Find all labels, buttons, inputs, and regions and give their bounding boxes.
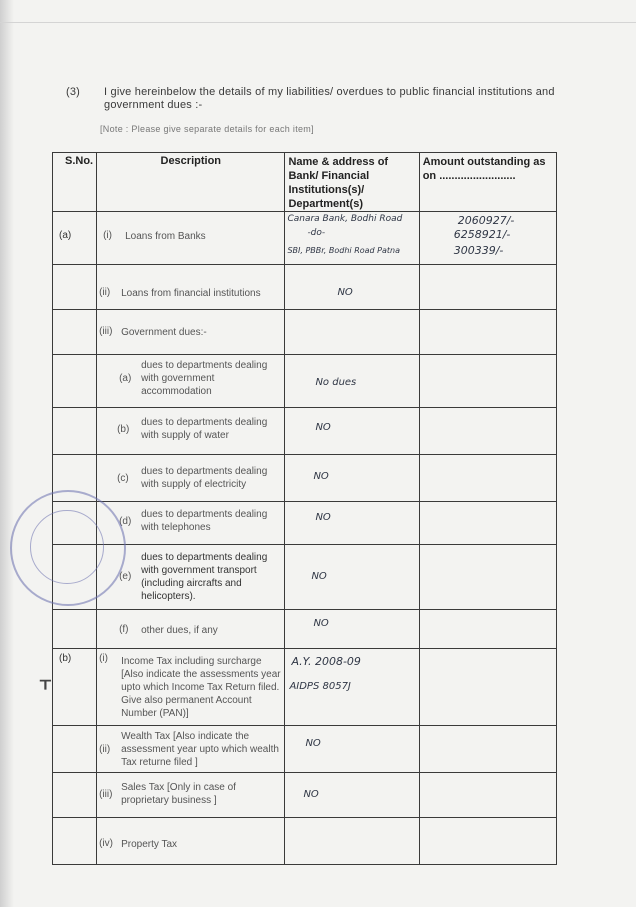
- row-desc: Government dues:-: [121, 327, 207, 338]
- table-row: [53, 610, 557, 649]
- table-row: [53, 545, 557, 610]
- row-desc: dues to departments dealing with government accommodation: [141, 360, 268, 397]
- hw-entry: NO: [315, 512, 331, 523]
- hw-entry: NO: [315, 422, 331, 433]
- table-row: [53, 212, 557, 265]
- intro-number: (3): [66, 86, 81, 98]
- signature-mark: ᚁ: [40, 668, 51, 693]
- hw-amount-2: 6258921/-: [453, 228, 511, 241]
- hw-entry: NO: [337, 287, 353, 298]
- row-desc: Property Tax: [121, 839, 178, 850]
- table-row: [53, 455, 557, 502]
- row-num: (d): [119, 516, 132, 527]
- row-num: (ii): [99, 744, 111, 755]
- header-amount: Amount outstanding as on .........................: [419, 153, 556, 212]
- row-num: (b): [117, 424, 130, 435]
- hw-amount-1: 2060927/-: [457, 214, 515, 227]
- liabilities-table: [52, 152, 557, 865]
- row-desc: dues to departments dealing with telephones: [141, 509, 268, 533]
- intro-note: [Note : Please give separate details for each item]: [100, 124, 314, 134]
- hw-entry: A.Y. 2008-09: [291, 655, 361, 668]
- hw-entry: NO: [313, 618, 329, 629]
- header-sno: S.No.: [53, 153, 97, 212]
- row-num: (iv): [99, 838, 113, 849]
- table-row: [53, 408, 557, 455]
- hw-amount-3: 300339/-: [453, 244, 504, 257]
- hw-bank-2: -do-: [307, 228, 326, 238]
- scan-edge-shadow: [0, 0, 14, 907]
- row-desc: Loans from financial institutions: [121, 288, 261, 299]
- table-header-row: [53, 153, 557, 212]
- row-num: (ii): [99, 287, 111, 298]
- hw-entry: No dues: [315, 377, 357, 388]
- row-num: (c): [117, 473, 129, 484]
- row-desc: Income Tax including surcharge [Also indicate the assessments year upto which Income Tax Return filed. Give also permanent Account Number (PAN)]: [121, 656, 281, 719]
- section-label-a: (a): [59, 230, 72, 241]
- row-desc: dues to departments dealing with supply of water: [141, 417, 268, 441]
- row-desc: dues to departments dealing with supply of electricity: [141, 466, 268, 490]
- row-num: (i): [99, 653, 108, 664]
- row-desc: dues to departments dealing with government transport (including aircrafts and helicopters).: [141, 552, 268, 602]
- header-name-address: Name & address of Bank/ Financial Institutions(s)/ Department(s): [285, 153, 419, 212]
- hw-entry: NO: [311, 571, 327, 582]
- row-desc: Loans from Banks: [125, 231, 206, 242]
- row-num: (e): [119, 571, 132, 582]
- section-label-b: (b): [59, 653, 72, 664]
- table-row: [53, 502, 557, 545]
- hw-entry: NO: [303, 789, 319, 800]
- row-num: (i): [103, 230, 112, 241]
- row-num: (a): [119, 373, 132, 384]
- hw-entry: NO: [313, 471, 329, 482]
- row-desc: Wealth Tax [Also indicate the assessment year upto which wealth Tax returne filed ]: [121, 731, 279, 768]
- table-row: [53, 649, 557, 726]
- hw-entry: AIDPS 8057J: [289, 681, 351, 692]
- table-row: [53, 726, 557, 773]
- page-top-rule: [0, 22, 636, 23]
- official-seal-stamp: [10, 490, 126, 606]
- table-row: [53, 818, 557, 865]
- row-num: (iii): [99, 326, 113, 337]
- header-description: Description: [97, 153, 285, 212]
- table-row: [53, 310, 557, 355]
- row-desc: other dues, if any: [141, 625, 218, 636]
- hw-bank-1: Canara Bank, Bodhi Road: [287, 214, 403, 224]
- hw-bank-3: SBI, PBBr, Bodhi Road Patna: [287, 246, 400, 255]
- intro-text: I give hereinbelow the details of my liabilities/ overdues to public financial institutions and government dues :-: [104, 86, 555, 111]
- hw-entry: NO: [305, 738, 321, 749]
- table-row: [53, 773, 557, 818]
- row-num: (f): [119, 624, 129, 635]
- row-desc: Sales Tax [Only in case of proprietary business ]: [121, 782, 236, 806]
- table-row: [53, 355, 557, 408]
- table-row: [53, 265, 557, 310]
- row-num: (iii): [99, 789, 113, 800]
